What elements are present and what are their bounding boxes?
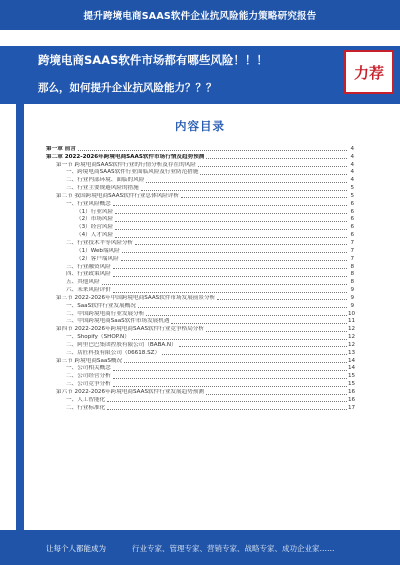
- toc-entry-label: 一、跨境电商SAAS软件行业面临风险及行业防范措施: [66, 169, 199, 176]
- footer-bar: [0, 530, 400, 565]
- toc-entry[interactable]: [46, 388, 354, 396]
- toc-entry-label: 一、Shopify（SHOP.N）: [66, 334, 130, 341]
- toc-entry-label: 第六节 2022-2026年跨境电商SAAS软件行业发展趋势预测: [56, 389, 204, 395]
- toc-entry-label: （1）行业风险: [76, 208, 114, 215]
- toc-entry[interactable]: [46, 231, 354, 239]
- toc-entry-label: （3）经营风险: [76, 224, 114, 231]
- toc-entry-label: 三、公司竞争分析: [66, 381, 111, 388]
- toc-entry-page: 4: [348, 169, 354, 176]
- toc-entry-label: 第三节 跨境电商SaaS概况: [56, 357, 123, 364]
- toc-entry-page: 6: [348, 224, 354, 231]
- toc-entry-page: 12: [348, 334, 356, 341]
- toc-leader-dots: [115, 221, 347, 222]
- toc-entry[interactable]: [46, 184, 354, 192]
- toc-leader-dots: [107, 401, 347, 402]
- hero-title: 跨境电商SAAS软件市场都有哪些风险！！！: [38, 53, 268, 67]
- toc-entry-page: 17: [348, 404, 356, 411]
- toc-entry-page: 5: [348, 193, 354, 200]
- toc-entry-label: 第一节 跨境电商SAAS软件行业的行情分析及存在的风险: [56, 161, 196, 168]
- toc-entry-page: 8: [348, 271, 354, 278]
- toc-entry[interactable]: [46, 278, 354, 286]
- toc-entry-label: 一、行业风险概念: [66, 200, 111, 207]
- toc-leader-dots: [146, 182, 347, 183]
- toc-entry[interactable]: [46, 192, 354, 200]
- toc-leader-dots: [181, 197, 347, 198]
- toc-entry[interactable]: [46, 169, 354, 177]
- footer-roles: 行业专家、管理专家、营销专家、战略专家、成功企业家……: [132, 544, 335, 553]
- toc-entry-page: 8: [348, 279, 354, 286]
- toc-leader-dots: [102, 284, 347, 285]
- toc-entry-page: 16: [348, 389, 356, 395]
- toc-entry-page: 15: [348, 373, 356, 380]
- toc-leader-dots: [115, 237, 347, 238]
- toc-entry-page: 14: [348, 357, 356, 364]
- toc-entry-page: 12: [348, 326, 356, 333]
- toc-entry[interactable]: [46, 216, 354, 224]
- toc-entry-label: 四、行业政策风险: [66, 271, 111, 278]
- toc-entry[interactable]: [46, 372, 354, 380]
- toc-entry-label: 三、行业主要规避风险的措施: [66, 185, 139, 192]
- report-header-bar: [0, 0, 400, 30]
- toc-entry-page: 6: [348, 209, 354, 216]
- toc-entry[interactable]: [46, 341, 354, 349]
- toc-entry[interactable]: [46, 294, 354, 302]
- toc-leader-dots: [132, 339, 347, 340]
- toc-entry-page: 16: [348, 396, 356, 403]
- toc-title: 内容目录: [175, 119, 225, 133]
- toc-entry[interactable]: [46, 396, 354, 404]
- toc-leader-dots: [206, 158, 347, 159]
- toc-entry-label: 二、行业技术平等风险分析: [66, 239, 134, 246]
- toc-entry[interactable]: [46, 318, 354, 326]
- toc-leader-dots: [135, 244, 347, 245]
- toc-leader-dots: [113, 205, 347, 206]
- toc-entry[interactable]: [46, 357, 354, 365]
- toc-entry[interactable]: [46, 286, 354, 294]
- toc-leader-dots: [113, 378, 347, 379]
- toc-entry[interactable]: [46, 247, 354, 255]
- toc-entry[interactable]: [46, 176, 354, 184]
- toc-entry-page: 5: [348, 185, 354, 192]
- toc-entry-page: 9: [348, 287, 354, 294]
- toc-entry-label: 二、阿里巴巴集团控股有限公司（BABA.N）: [66, 341, 177, 348]
- toc-leader-dots: [115, 229, 347, 230]
- toc-entry[interactable]: [46, 271, 354, 279]
- toc-entry-label: 三、中国跨境电商SaaS软件市场发展机遇: [66, 318, 170, 325]
- toc-entry-page: 4: [348, 177, 354, 184]
- toc-entry[interactable]: [46, 404, 354, 412]
- toc-entry-label: 二、行业标准化: [66, 404, 106, 411]
- toc-entry-page: 4: [348, 154, 354, 161]
- toc-entry-page: 6: [348, 232, 354, 239]
- toc-leader-dots: [124, 362, 347, 363]
- toc-entry-page: 6: [348, 201, 354, 208]
- toc-leader-dots: [113, 268, 347, 269]
- hero-subtitle: 那么，如何提升企业抗风险能力？？？: [38, 82, 217, 94]
- toc-entry-label: 一、SaaS软件行业发展概况: [66, 302, 136, 309]
- toc-leader-dots: [146, 315, 347, 316]
- toc-entry-page: 11: [348, 318, 356, 325]
- toc-leader-dots: [206, 394, 347, 395]
- toc-entry-label: （4）人才风险: [76, 232, 114, 239]
- toc-leader-dots: [113, 386, 347, 387]
- toc-leader-dots: [171, 323, 347, 324]
- toc-entry-page: 7: [348, 248, 354, 255]
- report-title: 提升跨境电商SAAS软件企业抗风险能力策略研究报告: [83, 11, 317, 22]
- toc-entry-label: 第二章 2022-2026年跨境电商SAAS软件市场行情及趋势预测: [46, 153, 205, 160]
- toc-entry[interactable]: [46, 200, 354, 208]
- toc-entry[interactable]: [46, 310, 354, 318]
- toc-entry-label: 五、其他风险: [66, 279, 100, 286]
- toc-entry[interactable]: [46, 223, 354, 231]
- toc-entry-page: 7: [348, 256, 354, 263]
- toc-entry-page: 4: [348, 162, 354, 169]
- toc-entry-page: 13: [348, 349, 356, 356]
- toc-entry[interactable]: [46, 263, 354, 271]
- toc-entry[interactable]: [46, 333, 354, 341]
- toc-entry-page: 15: [348, 381, 356, 388]
- toc-entry[interactable]: [46, 380, 354, 388]
- toc-leader-dots: [107, 409, 347, 410]
- toc-entry[interactable]: [46, 302, 354, 310]
- toc-leader-dots: [162, 354, 347, 355]
- toc-leader-dots: [113, 370, 347, 371]
- toc-leader-dots: [122, 252, 347, 253]
- toc-entry-label: 二、公司经营分析: [66, 373, 111, 380]
- toc-entry-page: 6: [348, 216, 354, 223]
- toc-entry[interactable]: [46, 153, 354, 161]
- toc-entry-label: 二、中国跨境电商行业发展分析: [66, 310, 145, 317]
- toc-entry-page: 12: [348, 341, 356, 348]
- toc-entry[interactable]: [46, 239, 354, 247]
- toc-entry[interactable]: [46, 161, 354, 169]
- toc-leader-dots: [198, 166, 347, 167]
- toc-entry-label: （1）Web端风险: [76, 247, 120, 254]
- toc-entry-label: 第三节 2022-2026年中国跨境电商SAAS软件市场发展前景分析: [56, 294, 216, 301]
- toc-entry-page: 14: [348, 365, 356, 372]
- toc-entry-label: （2）客户端风险: [76, 255, 119, 262]
- toc-entry[interactable]: [46, 365, 354, 373]
- toc-leader-dots: [121, 260, 347, 261]
- toc-entry-page: 9: [348, 295, 354, 302]
- toc-entry-label: 三、行业融资风险: [66, 263, 111, 270]
- toc-leader-dots: [113, 292, 347, 293]
- recommend-badge: 力荐: [344, 50, 394, 94]
- toc-entry-page: 10: [348, 310, 356, 317]
- toc-leader-dots: [115, 213, 347, 214]
- toc-leader-dots: [206, 331, 347, 332]
- toc-entry[interactable]: [46, 349, 354, 357]
- toc-entry[interactable]: [46, 145, 354, 153]
- toc-leader-dots: [113, 276, 347, 277]
- toc-entry-label: 一、人工智能化: [66, 396, 106, 403]
- toc-entry[interactable]: [46, 208, 354, 216]
- toc-entry-label: 第二节 我国跨境电商SAAS软件行业总体风险评析: [56, 192, 180, 199]
- table-of-contents: [46, 145, 354, 412]
- toc-entry-label: 六、未来风险评价: [66, 287, 111, 294]
- footer-slogan: 让每个人都能成为: [46, 544, 106, 553]
- toc-entry-label: 二、行业内部环境、面临的风险: [66, 177, 145, 184]
- toc-entry-page: 8: [348, 264, 354, 271]
- toc-entry-page: 4: [348, 146, 354, 153]
- toc-leader-dots: [179, 346, 347, 347]
- toc-leader-dots: [200, 174, 347, 175]
- toc-entry-label: 三、店匠科技有限公司（06618.SZ）: [66, 349, 161, 356]
- toc-entry-label: 第四节 2022-2026年跨境电商SAAS软件行业竞争格局分析: [56, 326, 204, 333]
- toc-entry-page: 7: [348, 240, 354, 247]
- toc-entry-label: 第一章 前言: [46, 145, 76, 152]
- toc-entry-page: 9: [348, 303, 354, 310]
- toc-entry-label: 一、公司相关概念: [66, 365, 111, 372]
- toc-leader-dots: [138, 307, 347, 308]
- toc-entry[interactable]: [46, 325, 354, 333]
- toc-leader-dots: [217, 299, 347, 300]
- toc-entry-label: （2）市场风险: [76, 216, 114, 223]
- toc-leader-dots: [78, 150, 347, 151]
- toc-leader-dots: [141, 190, 347, 191]
- toc-entry[interactable]: [46, 255, 354, 263]
